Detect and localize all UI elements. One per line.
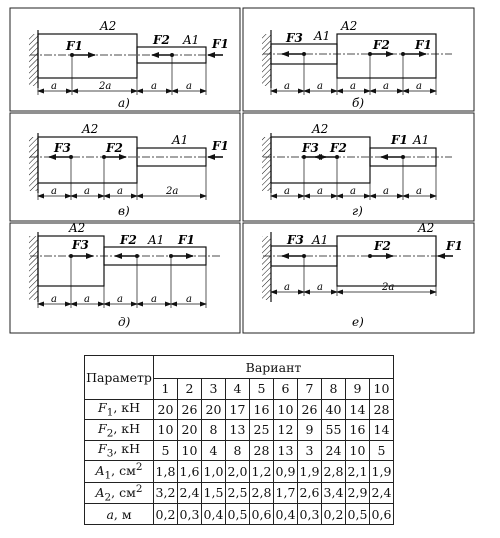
variant-number: 9 [346,379,370,400]
label-F1: F1 [178,233,195,247]
variant-number: 3 [202,379,226,400]
variant-number: 8 [322,379,346,400]
row-symbol: F [98,400,107,415]
row-symbol: A [95,463,105,479]
table-cell: 3 [298,440,322,461]
table-cell: 28 [250,440,274,461]
row-unit: , см [111,463,136,479]
table-cell: 28 [370,399,394,420]
label-A2: A2 [100,19,117,33]
label-A1: A1 [148,233,165,247]
figure-d [29,221,222,329]
table-cell: 2,1 [346,461,370,483]
label-A1: A1 [314,29,331,43]
label-F1: F1 [212,37,229,51]
row-label [85,461,154,483]
label-F1: F1 [415,38,432,52]
dim-label: a [317,81,323,92]
figure-caption: г) [352,204,363,218]
table-cell: 1,9 [370,461,394,483]
table-cell: 1,7 [274,482,298,504]
label-A2: A2 [312,122,329,136]
row-subscript: 2 [104,491,112,504]
table-row [85,399,394,420]
label-F3: F3 [72,238,89,252]
table-cell: 2,4 [178,482,202,504]
table-cell: 0,9 [274,461,298,483]
variant-number: 5 [250,379,274,400]
table-cell: 26 [298,399,322,420]
figure-b [262,19,452,110]
variant-number: 10 [370,379,394,400]
variant-number: 1 [154,379,178,400]
table-cell: 17 [226,399,250,420]
table-header-row [85,356,394,379]
table-cell: 0,5 [226,504,250,525]
dim-label: a [51,186,57,197]
table-cell: 20 [202,399,226,420]
row-subscript: 1 [104,469,112,482]
table-cell: 20 [154,399,178,420]
table-cell: 2,8 [250,482,274,504]
label-A2: A2 [69,221,86,235]
table-cell: 0,2 [154,504,178,525]
table-cell: 3,2 [154,482,178,504]
label-F2: F2 [373,38,390,52]
label-F1: F1 [66,39,83,53]
row-unit: , м [113,506,132,522]
table-cell: 0,6 [370,504,394,525]
dim-label: a [84,294,90,305]
table-cell: 25 [250,420,274,441]
figure-g [262,122,452,218]
table-cell: 26 [178,399,202,420]
label-F2: F2 [374,239,391,253]
table-cell: 55 [322,420,346,441]
dim-label: 2a [382,282,395,293]
table-cell: 10 [154,420,178,441]
row-subscript: 2 [106,427,114,439]
table-cell: 2,0 [226,461,250,483]
table-row [85,482,394,504]
table-cell: 1,9 [298,461,322,483]
label-F1: F1 [212,139,229,153]
row-label [85,504,154,525]
row-subscript: 3 [106,447,114,460]
label-F3: F3 [287,233,304,247]
figure-caption: а) [118,96,130,110]
dim-label: 2a [99,81,112,92]
figure-a [29,19,229,110]
row-symbol: A [95,484,105,500]
table-cell: 40 [322,399,346,420]
row-unit: , кН [113,441,140,456]
table-row [85,504,394,525]
variant-number: 2 [178,379,202,400]
label-F3: F3 [302,141,319,155]
table-cell: 0,6 [250,504,274,525]
dim-label: a [186,81,192,92]
row-symbol: F [98,441,107,456]
dim-label: 2a [166,186,179,197]
table-cell: 2,5 [226,482,250,504]
label-A1: A1 [183,33,200,47]
row-symbol: a [106,506,114,522]
table-cell: 1,5 [202,482,226,504]
table-cell: 1,8 [154,461,178,483]
table-cell: 2,6 [298,482,322,504]
table-row [85,420,394,441]
dim-label: a [84,186,90,197]
label-F2: F2 [330,141,347,155]
label-A1: A1 [172,133,189,147]
figure-caption: в) [118,204,130,218]
dim-label: a [416,81,422,92]
dim-label: a [151,81,157,92]
variant-number: 7 [298,379,322,400]
variant-header: Вариант [154,356,394,379]
table-cell: 5 [154,440,178,461]
table-cell: 24 [322,440,346,461]
label-F3: F3 [286,31,303,45]
row-label [85,399,154,420]
parameters-table [84,355,394,525]
figure-caption: д) [118,315,131,329]
dim-label: a [284,81,290,92]
label-F1: F1 [391,133,408,147]
table-cell: 8 [202,420,226,441]
table-cell: 1,2 [250,461,274,483]
table-cell: 1,0 [202,461,226,483]
table-cell: 20 [178,420,202,441]
label-A2: A2 [82,122,99,136]
label-A2: A2 [418,221,435,235]
dim-label: a [284,282,290,293]
label-F3: F3 [54,141,71,155]
label-F2: F2 [120,233,137,247]
table-cell: 8 [226,440,250,461]
table-cell: 4 [202,440,226,461]
table-cell: 13 [274,440,298,461]
dim-label: a [317,186,323,197]
table-cell: 13 [226,420,250,441]
row-label [85,420,154,441]
row-label [85,482,154,504]
label-A1: A1 [413,133,430,147]
table-cell: 2,8 [322,461,346,483]
label-A1: A1 [312,233,329,247]
row-unit: , см [111,484,136,500]
dim-label: a [383,186,389,197]
table-cell: 0,4 [274,504,298,525]
table-row [85,461,394,483]
dim-label: a [317,282,323,293]
table-cell: 0,3 [298,504,322,525]
table-cell: 14 [370,420,394,441]
row-label [85,440,154,461]
table-cell: 2,4 [370,482,394,504]
table-cell: 12 [274,420,298,441]
label-F2: F2 [153,33,170,47]
dim-label: a [284,186,290,197]
row-unit: , кН [113,400,140,415]
table-cell: 0,2 [322,504,346,525]
table-cell: 0,3 [178,504,202,525]
row-symbol: F [98,420,107,436]
dim-label: a [350,81,356,92]
table-cell: 14 [346,399,370,420]
dim-label: a [51,294,57,305]
variant-number: 4 [226,379,250,400]
table-row [85,440,394,461]
label-A2: A2 [341,19,358,33]
figure-caption: б) [352,96,365,110]
dim-label: a [416,186,422,197]
label-F1: F1 [446,239,463,253]
table-cell: 10 [346,440,370,461]
table-cell: 2,9 [346,482,370,504]
figure-e [262,221,463,329]
table-cell: 5 [370,440,394,461]
table-cell: 10 [274,399,298,420]
dim-label: a [51,81,57,92]
dim-label: a [117,294,123,305]
row-superscript: 2 [135,461,143,473]
table-cell: 3,4 [322,482,346,504]
table-cell: 9 [298,420,322,441]
figure-caption: е) [352,315,364,329]
dim-label: a [151,294,157,305]
dim-label: a [383,81,389,92]
dim-label: a [117,186,123,197]
param-header: Параметр [85,356,154,400]
dim-label: a [350,186,356,197]
table-cell: 0,5 [346,504,370,525]
table-cell: 16 [346,420,370,441]
table-cell: 10 [178,440,202,461]
row-superscript: 2 [135,482,143,495]
variant-number: 6 [274,379,298,400]
figure-v [29,122,229,218]
label-F2: F2 [106,141,123,155]
table-cell: 16 [250,399,274,420]
table-cell: 0,4 [202,504,226,525]
row-unit: , кН [113,420,140,436]
table-cell: 1,6 [178,461,202,483]
row-subscript: 1 [106,406,114,419]
dim-label: a [186,294,192,305]
